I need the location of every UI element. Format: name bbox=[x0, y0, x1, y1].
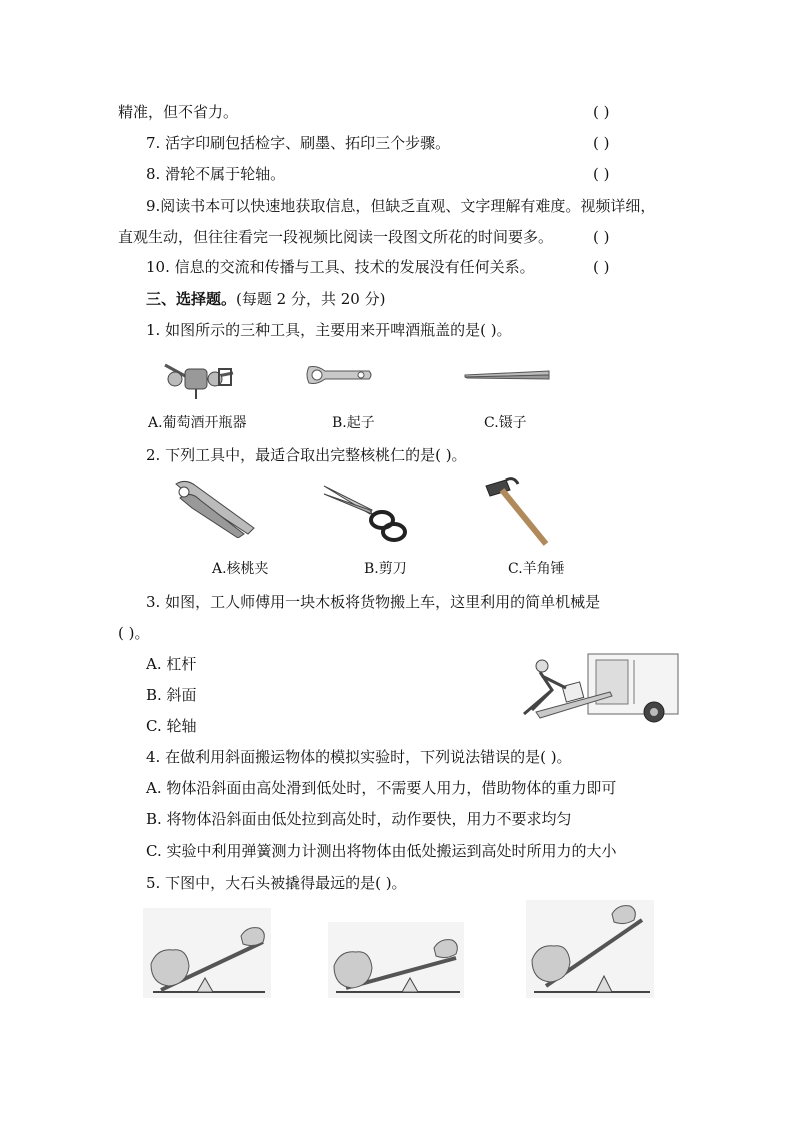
q1-option-b[interactable]: B.起子 bbox=[332, 415, 375, 431]
q4-option-a[interactable]: A. 物体沿斜面由高处滑到低处时，不需要人用力，借助物体的重力即可 bbox=[146, 779, 617, 797]
section-3-heading bbox=[146, 289, 385, 309]
question-3-stem: 3. 如图，工人师傅用一块木板将货物搬上车，这里利用的简单机械是 bbox=[146, 593, 601, 611]
tf-item-9: 9.阅读书本可以快速地获取信息，但缺乏直观、文字理解有难度。视频详细， bbox=[146, 197, 656, 215]
question-3-stem-cont: ( )。 bbox=[118, 624, 150, 642]
lever-figure-b bbox=[328, 922, 464, 998]
q2-option-c[interactable]: C.羊角锤 bbox=[508, 561, 565, 577]
q4-option-b[interactable]: B. 将物体沿斜面由低处拉到高处时，动作要快，用力不要求均匀 bbox=[146, 810, 572, 828]
tf-item-8: 8. 滑轮不属于轮轴。 bbox=[146, 165, 286, 183]
tf-item-10: 10. 信息的交流和传播与工具、技术的发展没有任何关系。 bbox=[146, 258, 535, 276]
tf-answer-paren[interactable]: ( ) bbox=[593, 258, 610, 276]
scissors-image bbox=[320, 480, 410, 542]
wine-opener-image bbox=[155, 355, 235, 400]
question-1-stem: 1. 如图所示的三种工具，主要用来开啤酒瓶盖的是( )。 bbox=[146, 321, 512, 339]
lever-figure-a bbox=[143, 908, 271, 998]
tf-answer-paren[interactable]: ( ) bbox=[593, 165, 610, 183]
q2-option-a[interactable]: A.核桃夹 bbox=[212, 561, 269, 577]
tf-answer-paren[interactable]: ( ) bbox=[593, 103, 610, 121]
nutcracker-image bbox=[170, 478, 260, 538]
lever-figure-c bbox=[526, 900, 654, 998]
q3-option-c[interactable]: C. 轮轴 bbox=[146, 717, 197, 735]
tweezers-image bbox=[463, 368, 551, 382]
tf-item-9-cont: 直观生动，但往往看完一段视频比阅读一段图文所花的时间要多。 bbox=[118, 228, 554, 246]
question-5-stem: 5. 下图中，大石头被撬得最远的是( )。 bbox=[146, 874, 407, 892]
section-score-note: (每题 2 分，共 20 分) bbox=[236, 290, 386, 308]
q3-option-a[interactable]: A. 杠杆 bbox=[146, 655, 197, 673]
q3-option-b[interactable]: B. 斜面 bbox=[146, 686, 197, 704]
question-2-stem: 2. 下列工具中，最适合取出完整核桃仁的是( )。 bbox=[146, 446, 467, 464]
tf-answer-paren[interactable]: ( ) bbox=[593, 228, 610, 246]
bottle-opener-image bbox=[305, 363, 375, 387]
tf-item-6-cont: 精准，但不省力。 bbox=[118, 103, 239, 121]
q2-option-b[interactable]: B.剪刀 bbox=[364, 561, 407, 577]
tf-item-7: 7. 活字印刷包括检字、刷墨、拓印三个步骤。 bbox=[146, 134, 451, 152]
section-title: 三、选择题。 bbox=[146, 290, 237, 308]
q4-option-c[interactable]: C. 实验中利用弹簧测力计测出将物体由低处搬运到高处时所用力的大小 bbox=[146, 842, 617, 860]
claw-hammer-image bbox=[484, 476, 550, 546]
q1-option-c[interactable]: C.镊子 bbox=[484, 415, 527, 431]
tf-answer-paren[interactable]: ( ) bbox=[593, 134, 610, 152]
q1-option-a[interactable]: A.葡萄酒开瓶器 bbox=[148, 415, 247, 431]
question-4-stem: 4. 在做利用斜面搬运物体的模拟实验时，下列说法错误的是( )。 bbox=[146, 748, 572, 766]
worker-ramp-truck-image bbox=[512, 650, 680, 726]
